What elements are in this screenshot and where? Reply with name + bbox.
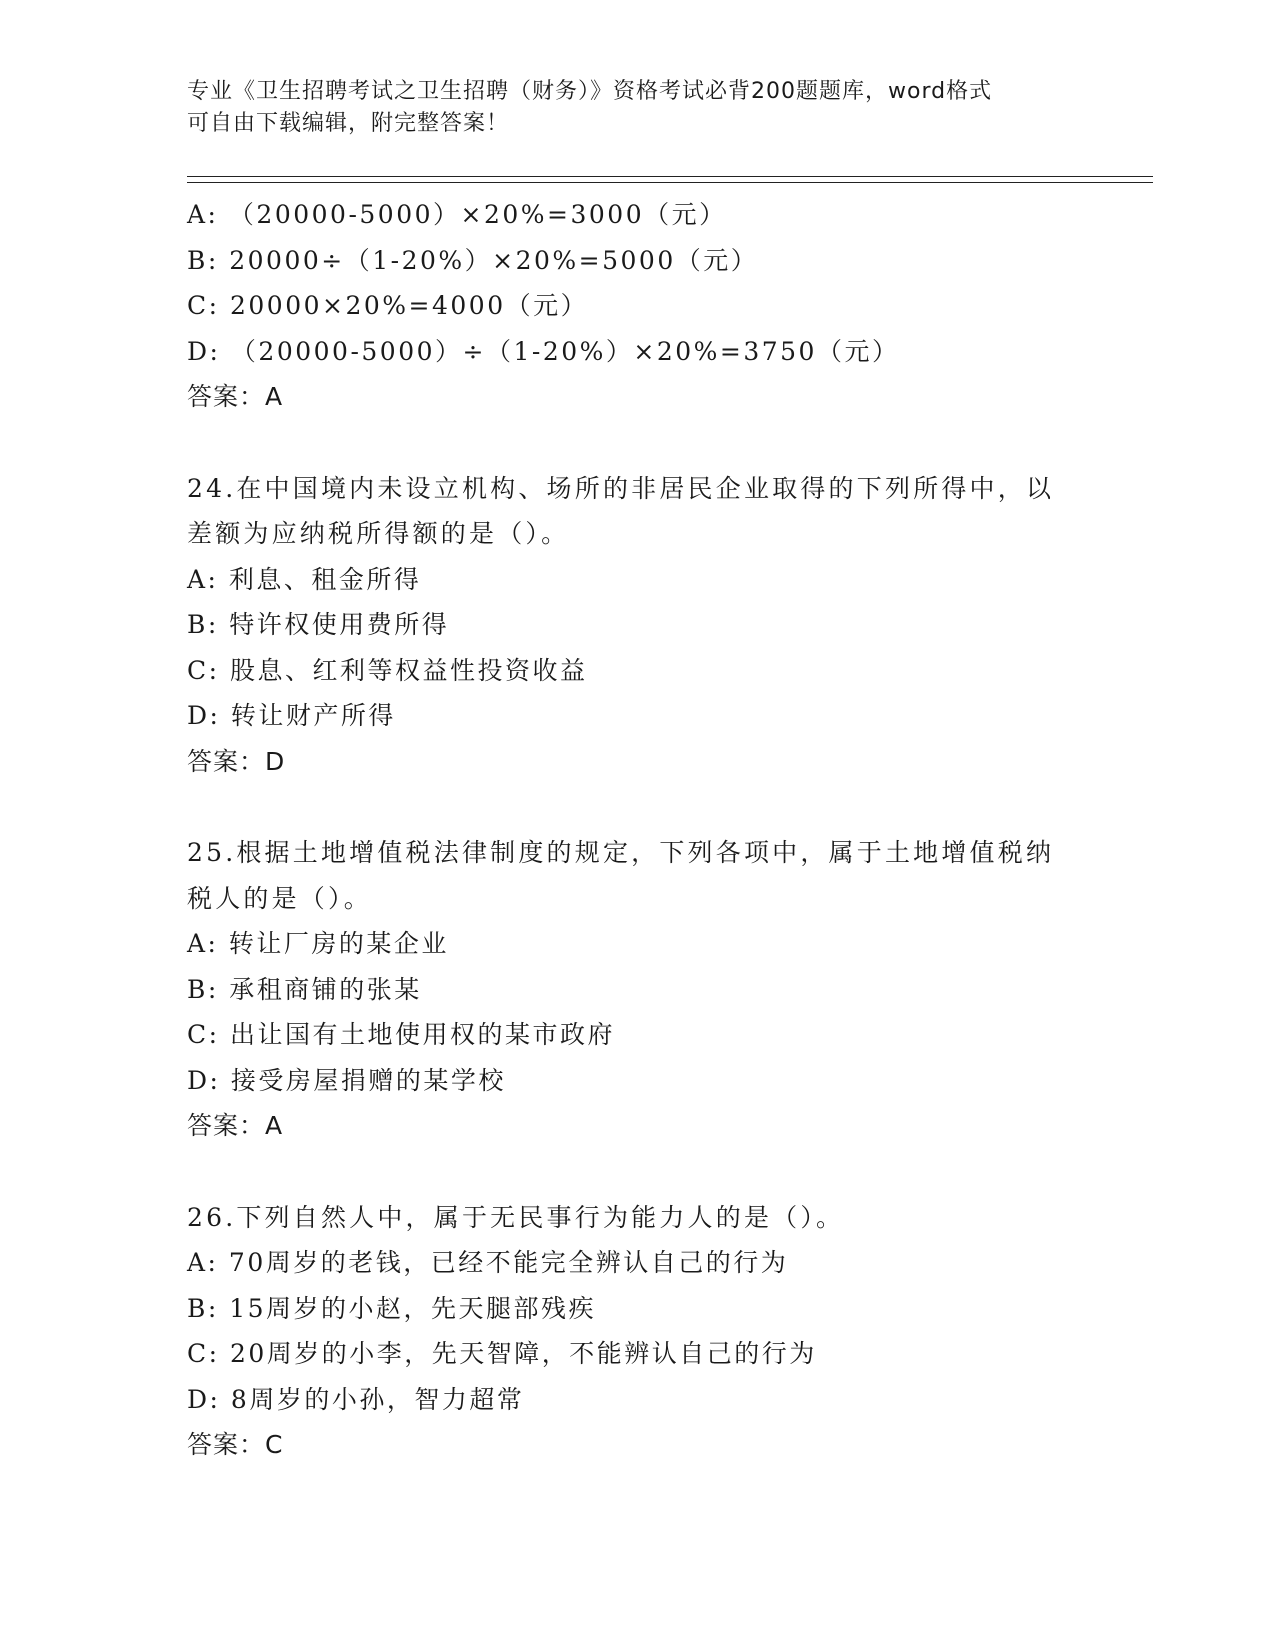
option-c: C: 出让国有土地使用权的某市政府: [187, 1020, 615, 1049]
option-a: A: 70周岁的老钱，已经不能完全辨认自己的行为: [187, 1248, 789, 1277]
option-b: B: 特许权使用费所得: [187, 610, 450, 639]
option-c: C: 20周岁的小李，先天智障，不能辨认自己的行为: [187, 1339, 817, 1368]
question-stem-line-2: 差额为应纳税所得额的是（）。: [187, 519, 570, 548]
option-d: D: 接受房屋捐赠的某学校: [187, 1065, 506, 1095]
option-b: B: 20000÷（1-20%）×20%=5000（元）: [187, 245, 759, 275]
question-23-tail: [187, 192, 1087, 420]
question-24: [187, 466, 1087, 785]
option-d: D: （20000-5000）÷（1-20%）×20%=3750（元）: [187, 336, 900, 366]
option-b: B: 15周岁的小赵，先天腿部残疾: [187, 1293, 597, 1323]
question-stem-line-1: 26.下列自然人中，属于无民事行为能力人的是（）。: [187, 1202, 845, 1232]
spacer: [187, 420, 1087, 466]
answer: 答案：A: [187, 382, 284, 411]
header-line-1: 专业《卫生招聘考试之卫生招聘（财务）》资格考试必背200题题库，word格式: [187, 79, 993, 104]
answer: 答案：D: [187, 746, 286, 776]
header-rule-bottom: [187, 182, 1153, 183]
question-26: [187, 1195, 1087, 1468]
option-a: A: 利息、租金所得: [187, 564, 422, 594]
header-rule-top: [187, 176, 1153, 177]
question-stem-line-1: 24.在中国境内未设立机构、场所的非居民企业取得的下列所得中，以: [187, 473, 1055, 503]
option-d: D: 8周岁的小孙，智力超常: [187, 1384, 525, 1414]
option-c: C: 20000×20%=4000（元）: [187, 291, 589, 320]
answer: 答案：C: [187, 1430, 284, 1459]
question-stem-line-2: 税人的是（）。: [187, 883, 372, 913]
option-b: B: 承租商铺的张某: [187, 974, 422, 1004]
option-d: D: 转让财产所得: [187, 701, 396, 730]
option-a: A: 转让厂房的某企业: [187, 929, 449, 958]
question-25: [187, 830, 1087, 1149]
document-header: [187, 76, 1067, 140]
header-line-2: 可自由下载编辑，附完整答案！: [187, 111, 510, 136]
spacer: [187, 784, 1087, 830]
answer: 答案：A: [187, 1111, 284, 1140]
spacer: [187, 1149, 1087, 1195]
document-body: [187, 192, 1087, 1468]
option-c: C: 股息、红利等权益性投资收益: [187, 655, 588, 685]
question-stem-line-1: 25.根据土地增值税法律制度的规定，下列各项中，属于土地增值税纳: [187, 838, 1055, 867]
option-a: A: （20000-5000）×20%=3000（元）: [187, 200, 727, 229]
